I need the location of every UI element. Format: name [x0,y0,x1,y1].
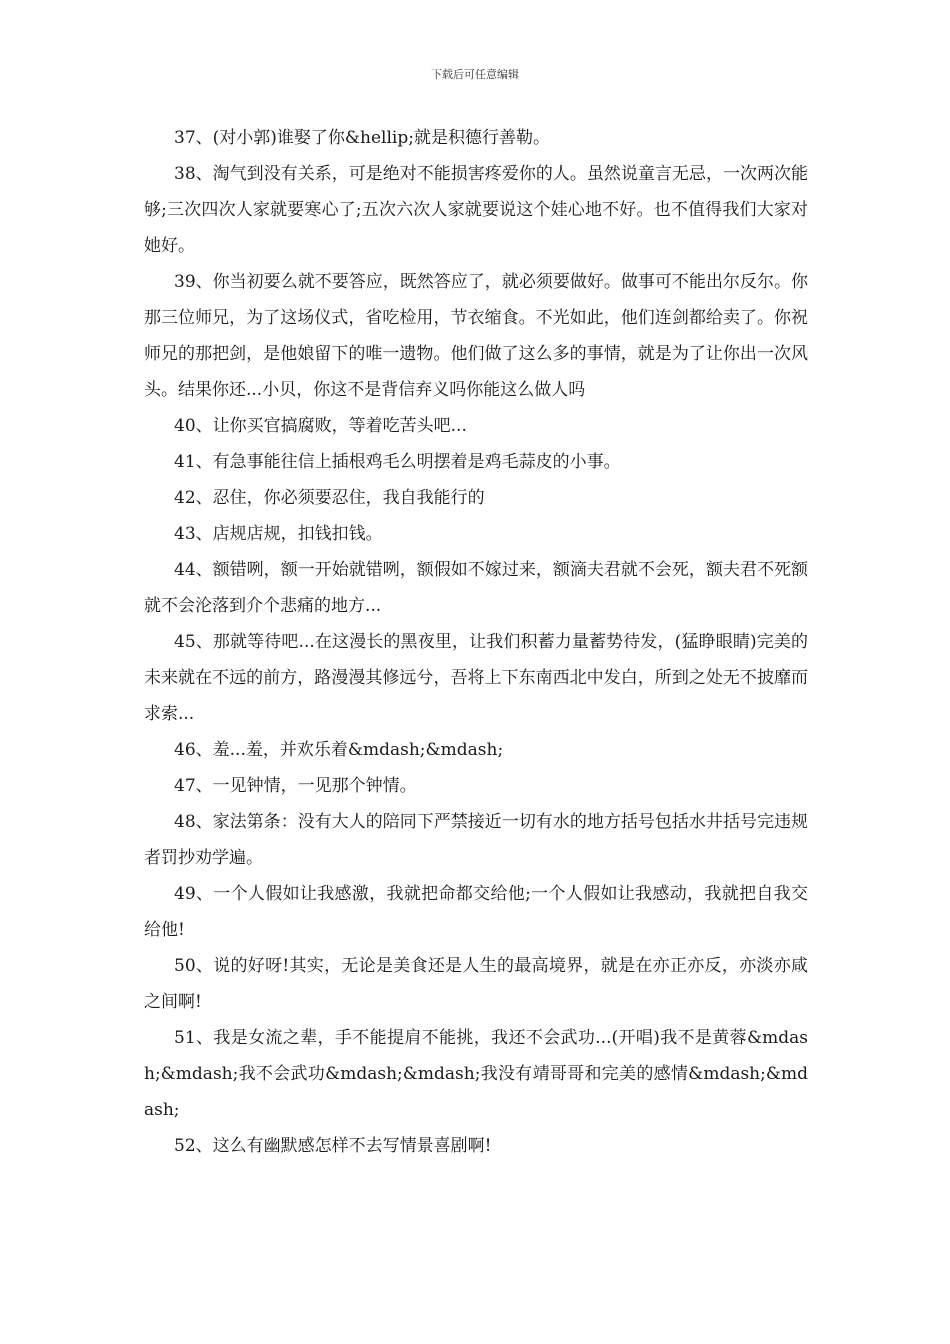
paragraph-44: 44、额错咧，额一开始就错咧，额假如不嫁过来，额滴夫君就不会死，额夫君不死额就不会沦落到介个悲痛的地方... [144,560,808,616]
paragraph-50: 50、说的好呀!其实，无论是美食还是人生的最高境界，就是在亦正亦反，亦淡亦咸之间啊! [144,956,808,1012]
paragraph-46: 46、羞...羞，并欢乐着&mdash;&mdash; [174,740,504,760]
page-header: 下载后可任意编辑 [431,68,519,81]
paragraph-47: 47、一见钟情，一见那个钟情。 [174,776,417,796]
paragraph-48: 48、家法第条：没有大人的陪同下严禁接近一切有水的地方括号包括水井括号完违规者罚抄劝学遍。 [144,812,808,868]
paragraph-42: 42、忍住，你必须要忍住，我自我能行的 [174,488,485,508]
paragraph-39: 39、你当初要么就不要答应，既然答应了，就必须要做好。做事可不能出尔反尔。你那三位师兄，为了这场仪式，省吃检用，节衣缩食。不光如此，他们连剑都给卖了。你祝师兄的那把剑，是他娘留下的唯一遗物。他们做了这么多的事情，就是为了让你出一次风头。结果你还...小贝，你这不是背信弃义吗你能这么做人吗 [144,272,808,400]
paragraph-52: 52、这么有幽默感怎样不去写情景喜剧啊! [174,1136,492,1156]
paragraph-49: 49、一个人假如让我感激，我就把命都交给他;一个人假如让我感动，我就把自我交给他! [144,884,808,940]
paragraph-51: 51、我是女流之辈，手不能提肩不能挑，我还不会武功...(开唱)我不是黄蓉&mdash;&mdash;我不会武功&mdash;&mdash;我没有靖哥哥和完美的感情&mdash;&mdash; [144,1028,808,1120]
paragraph-41: 41、有急事能往信上插根鸡毛么明摆着是鸡毛蒜皮的小事。 [174,452,621,472]
paragraph-40: 40、让你买官搞腐败，等着吃苦头吧... [174,416,467,436]
paragraph-43: 43、店规店规，扣钱扣钱。 [174,524,383,544]
document-body [144,120,808,1164]
paragraph-37: 37、(对小郭)谁娶了你&hellip;就是积德行善勒。 [174,128,550,148]
paragraph-45: 45、那就等待吧...在这漫长的黑夜里，让我们积蓄力量蓄势待发，(猛睁眼睛)完美的未来就在不远的前方，路漫漫其修远兮，吾将上下东南西北中发白，所到之处无不披靡而求索... [144,632,808,724]
paragraph-38: 38、淘气到没有关系，可是绝对不能损害疼爱你的人。虽然说童言无忌，一次两次能够;三次四次人家就要寒心了;五次六次人家就要说这个娃心地不好。也不值得我们大家对她好。 [144,164,808,256]
